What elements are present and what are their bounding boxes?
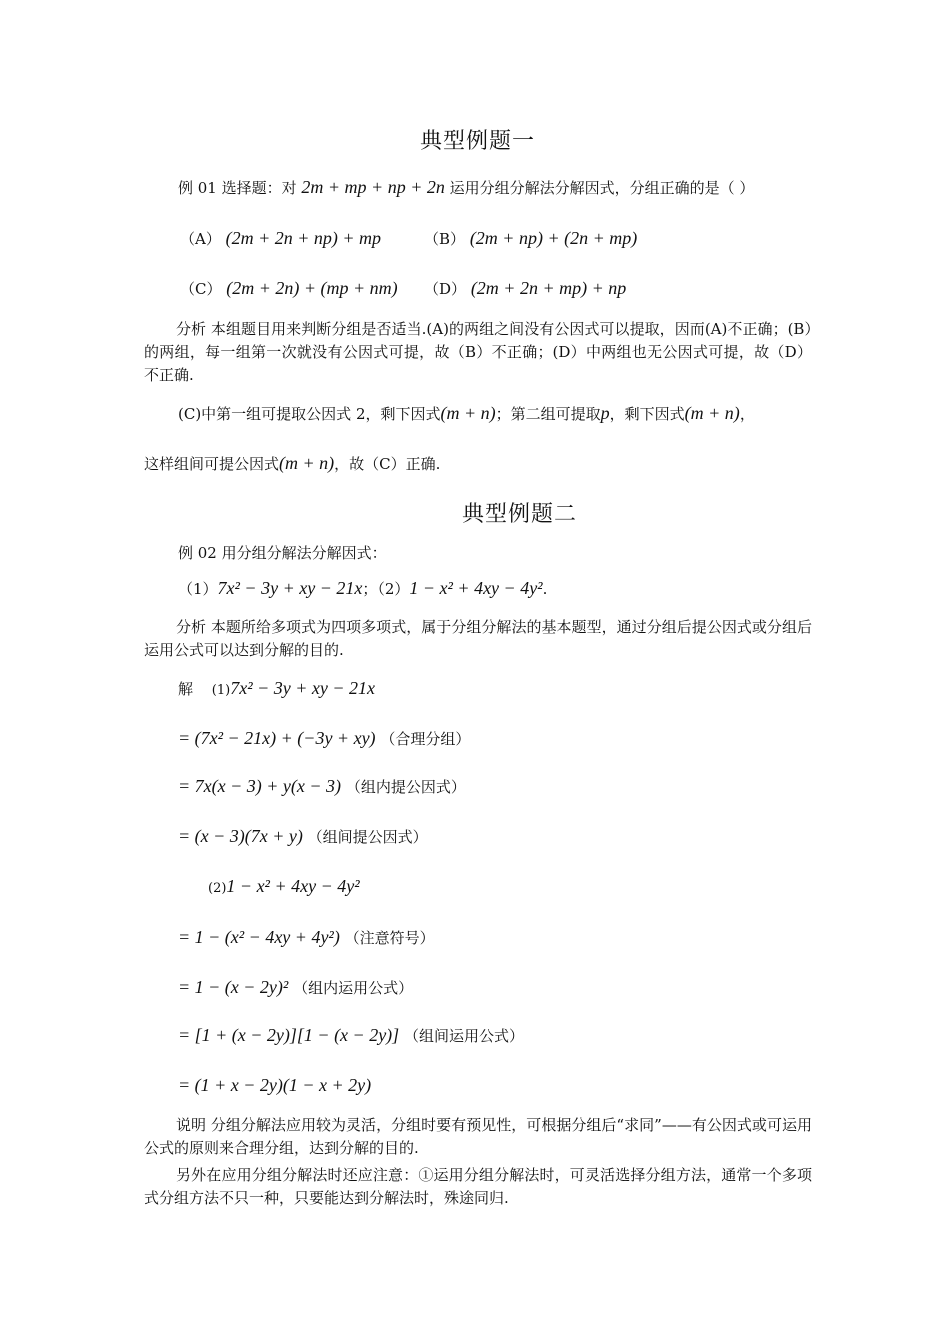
c-conclusion-expr: (m + n): [279, 453, 335, 473]
c-explain-part-d: ，: [739, 405, 755, 423]
option-b-label: （B）: [424, 230, 466, 248]
step-expression: = (1 + x − 2y)(1 − x + 2y): [178, 1075, 372, 1095]
question-1-prefix: 例 01 选择题：对: [178, 179, 297, 197]
problem-2-label: ；（2）: [362, 580, 410, 598]
solution-2-step-2: [178, 976, 413, 999]
step-note: （注意符号）: [344, 929, 435, 947]
solution-1-expression: 7x² − 3y + xy − 21x: [230, 678, 376, 698]
c-explain-expr-2: (m + n): [684, 403, 740, 423]
solution-2-start: [208, 875, 360, 900]
solution-label: 解: [178, 680, 194, 698]
problem-1-expression: 7x² − 3y + xy − 21x: [217, 578, 363, 598]
option-d-expression: (2m + 2n + mp) + np: [470, 278, 627, 298]
option-a-expression: (2m + 2n + np) + mp: [225, 228, 382, 248]
option-d-label: （D）: [424, 280, 467, 298]
option-c-expression: (2m + 2n) + (mp + nm): [226, 278, 398, 298]
solution-2-expression: 1 − x² + 4xy − 4y²: [226, 876, 360, 896]
step-expression: = [1 + (x − 2y)][1 − (x − 2y)]: [178, 1025, 400, 1045]
option-a-label: （A）: [180, 230, 221, 248]
problem-1-label: （1）: [178, 580, 218, 598]
step-expression: = (7x² − 21x) + (−3y + xy): [178, 728, 376, 748]
section-title-2: 典型例题二: [462, 502, 578, 527]
problem-2-expression: 1 − x² + 4xy − 4y²: [409, 578, 543, 598]
step-expression: = (x − 3)(7x + y): [178, 826, 303, 846]
option-c-label: （C）: [180, 280, 222, 298]
option-b-expression: (2m + np) + (2n + mp): [469, 228, 638, 248]
step-expression: = 7x(x − 3) + y(x − 3): [178, 776, 342, 796]
solution-2-label: (2): [208, 881, 227, 896]
c-explain-part-c: ，剩下因式: [609, 405, 685, 423]
solution-1-step-1: [178, 727, 470, 750]
question-1-suffix: 运用分组分解法分解因式，分组正确的是（ ）: [449, 179, 755, 197]
c-explain-p: p: [600, 403, 610, 423]
c-explain-part-a: (C)中第一组可提取公因式 2，剩下因式: [178, 405, 441, 423]
c-explain-part-b: ；第二组可提取: [495, 405, 601, 423]
question-2-problems: [178, 577, 547, 600]
question-1-expression: 2m + mp + np + 2n: [301, 177, 445, 197]
question-2: 例 02 用分组分解法分解因式：: [178, 544, 387, 562]
c-explain-expr-1: (m + n): [440, 403, 496, 423]
explanation: 说明 分组分解法应用较为灵活，分组时要有预见性，可根据分组后“求同”——有公因式或可运用公式的原则来合理分组，达到分解的目的.: [144, 1116, 812, 1157]
solution-1-label: (1): [211, 683, 231, 698]
option-a: [180, 227, 381, 250]
option-b: [424, 227, 637, 250]
step-note: （合理分组）: [380, 730, 471, 748]
step-note: （组间运用公式）: [403, 1027, 524, 1045]
option-c-conclusion: [144, 452, 440, 475]
step-expression: = 1 − (x² − 4xy + 4y²): [178, 927, 340, 947]
option-c-explanation: [178, 402, 755, 425]
step-note: （组内提公因式）: [345, 778, 466, 796]
solution-1-start: [178, 677, 375, 702]
step-note: （组内运用公式）: [293, 979, 414, 997]
solution-2-step-3: [178, 1024, 524, 1047]
problems-end: .: [542, 580, 548, 598]
solution-2-step-1: [178, 926, 435, 949]
solution-2-step-4: [178, 1074, 371, 1097]
option-d: [424, 277, 626, 300]
additional-note: 另外在应用分组分解法时还应注意：①运用分组分解法时，可灵活选择分组方法，通常一个多项式分组方法不只一种，只要能达到分解法时，殊途同归.: [144, 1166, 812, 1207]
step-note: （组间提公因式）: [307, 828, 428, 846]
solution-1-step-3: [178, 825, 428, 848]
section-title-1: 典型例题一: [420, 129, 536, 154]
analysis-2: 分析 本题所给多项式为四项多项式，属于分组分解法的基本题型，通过分组后提公因式或分组后运用公式可以达到分解的目的.: [144, 618, 812, 659]
question-1: [178, 176, 754, 199]
c-conclusion-part-a: 这样组间可提公因式: [144, 455, 280, 473]
option-c: [180, 277, 398, 300]
c-conclusion-part-b: ，故（C）正确.: [334, 455, 441, 473]
analysis-1: 分析 本组题目用来判断分组是否适当.(A)的两组之间没有公因式可以提取，因而(A)不正确；(B）的两组，每一组第一次就没有公因式可提，故（B）不正确；(D）中两组也无公因式可提，故（D）不正确.: [144, 320, 812, 384]
solution-1-step-2: [178, 775, 466, 798]
step-expression: = 1 − (x − 2y)²: [178, 977, 289, 997]
